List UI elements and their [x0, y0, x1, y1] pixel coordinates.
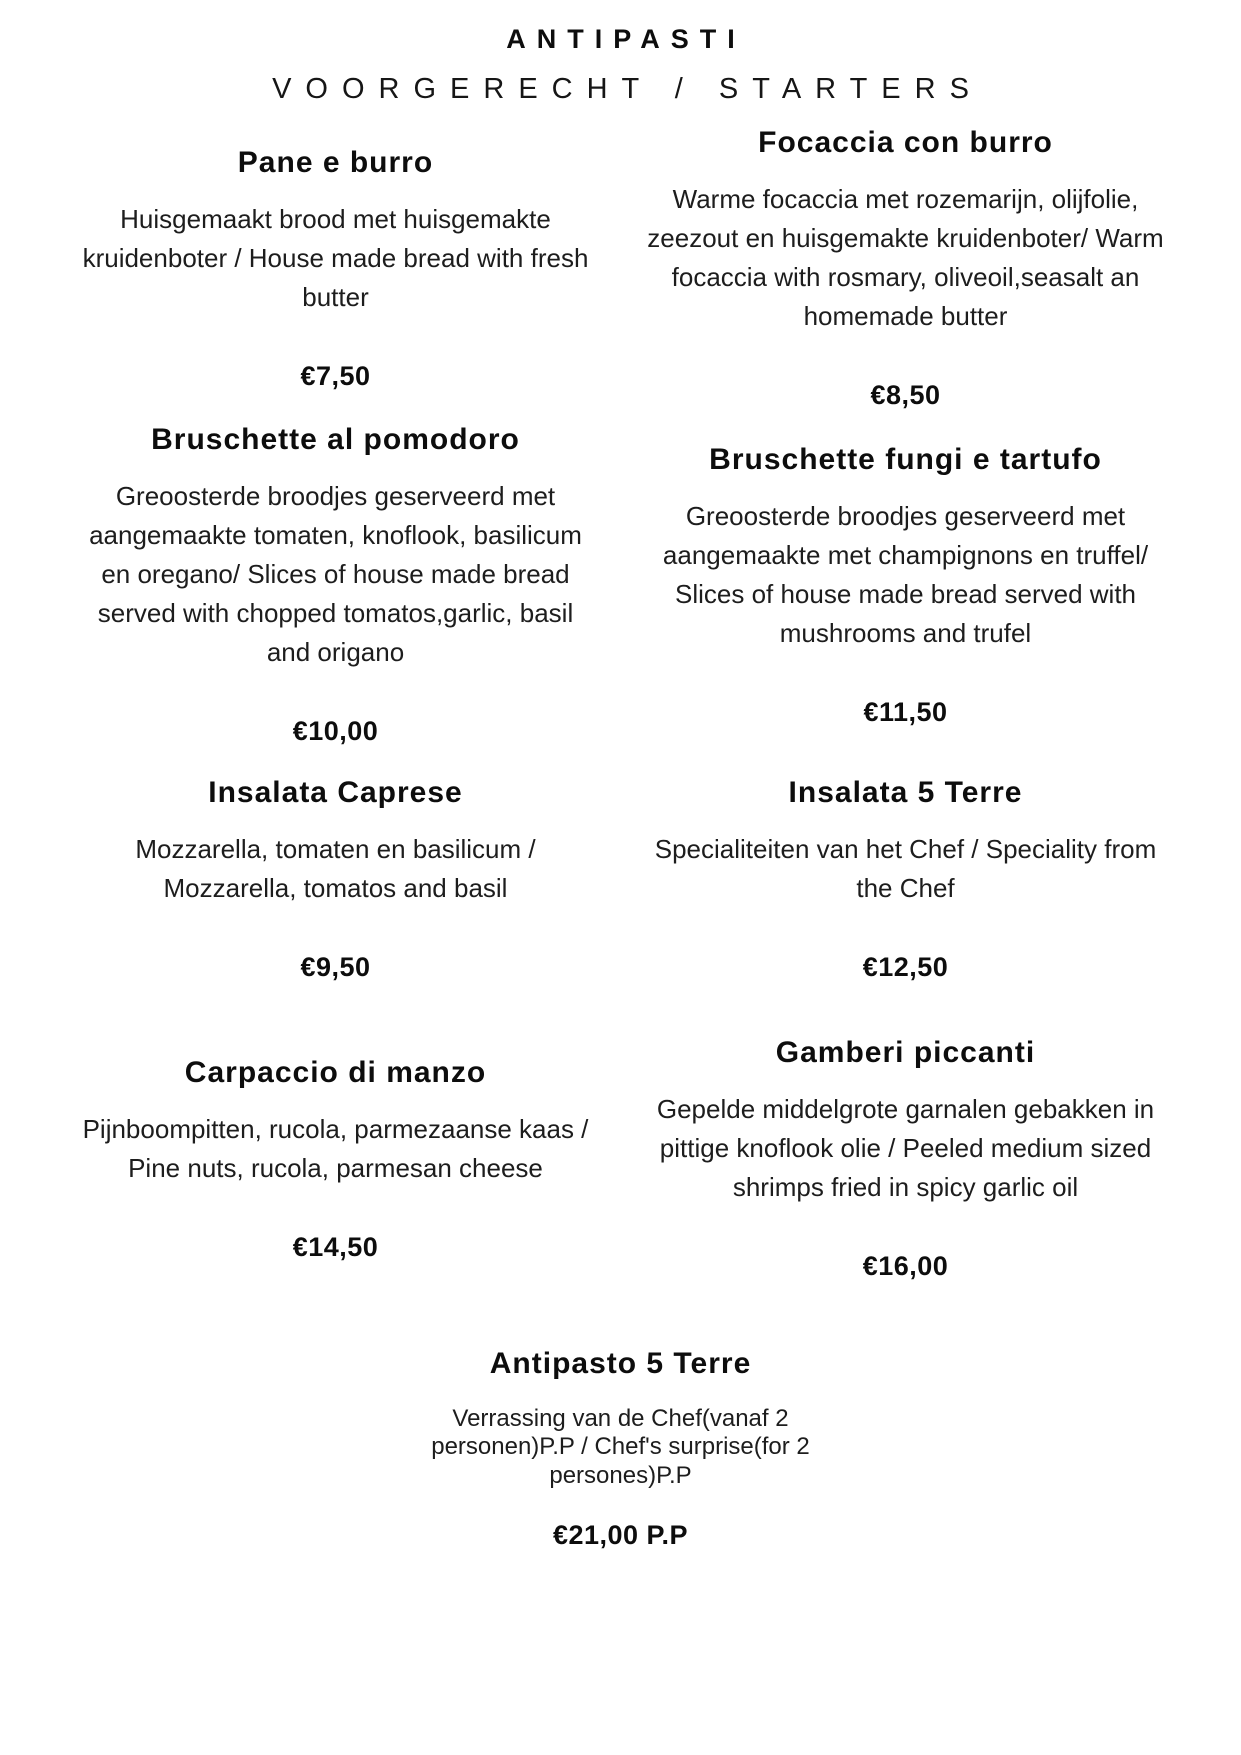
- menu-item-pane-e-burro: [61, 120, 611, 417]
- item-name: Carpaccio di manzo: [184, 1055, 487, 1089]
- item-price: €14,50: [292, 1231, 379, 1262]
- menu-section-subtitle: VOORGERECHT / STARTERS: [272, 73, 983, 105]
- item-description: Verrassing van de Chef(vanaf 2 personen)P.P / Chef's surprise(for 2 persones)P.P: [431, 1405, 810, 1489]
- item-price: €11,50: [863, 696, 948, 727]
- item-price: €9,50: [300, 951, 371, 982]
- item-description: Greoosterde broodjes geserveerd met aangemaakte tomaten, knoflook, basilicum en oregano/ Slices of house made bread served with chopped tomatos,garlic, basil and origano: [89, 481, 582, 667]
- menu-item-carpaccio-di-manzo: [61, 1005, 611, 1313]
- item-name: Pane e burro: [237, 145, 434, 179]
- item-description: Pijnboompitten, rucola, parmezaanse kaas / Pine nuts, rucola, parmesan cheese: [82, 1113, 589, 1183]
- item-price: €7,50: [300, 360, 371, 391]
- menu-section-title: ANTIPASTI: [506, 24, 746, 54]
- menu-item-focaccia-con-burro: [631, 120, 1181, 417]
- menu-item-insalata-5-terre: [631, 753, 1181, 1005]
- item-price: €12,50: [862, 951, 949, 982]
- menu-item-gamberi-piccanti: [631, 1005, 1181, 1313]
- item-price: €21,00 P.P: [552, 1519, 689, 1550]
- item-description: Warme focaccia met rozemarijn, olijfolie, zeezout en huisgemakte kruidenboter/ Warm focaccia with rosmary, oliveoil,seasalt an homemade butter: [647, 184, 1164, 331]
- item-price: €16,00: [862, 1251, 949, 1281]
- menu-item-insalata-caprese: [61, 753, 611, 1005]
- menu-item-bruschette-al-pomodoro: [61, 417, 611, 753]
- item-name: Antipasto 5 Terre: [489, 1347, 752, 1380]
- item-description: Huisgemaakt brood met huisgemakte kruidenboter / House made bread with fresh butter: [82, 203, 589, 312]
- menu-header: [0, 24, 1241, 106]
- item-price: €8,50: [870, 380, 941, 410]
- item-name: Gamberi piccanti: [775, 1036, 1036, 1069]
- menu-item-bruschette-fungi-e-tartufo: [631, 417, 1181, 753]
- item-price: €10,00: [292, 716, 379, 746]
- item-name: Bruschette fungi e tartufo: [709, 442, 1102, 476]
- item-name: Insalata 5 Terre: [788, 775, 1023, 809]
- item-description: Mozzarella, tomaten en basilicum / Mozzarella, tomatos and basil: [135, 833, 536, 903]
- item-description: Gepelde middelgrote garnalen gebakken in pittige knoflook olie / Peeled medium sized shrimps fried in spicy garlic oil: [656, 1094, 1155, 1202]
- item-name: Bruschette al pomodoro: [151, 423, 520, 456]
- item-description: Greoosterde broodjes geserveerd met aangemaakte met champignons en truffel/ Slices of house made bread served with mushrooms and trufel: [662, 500, 1149, 648]
- item-description: Specialiteiten van het Chef / Speciality from the Chef: [654, 833, 1157, 903]
- item-name: Insalata Caprese: [208, 775, 463, 809]
- menu-items-grid: [61, 120, 1181, 1313]
- item-name: Focaccia con burro: [758, 126, 1053, 159]
- menu-item-antipasto-5-terre: [271, 1347, 971, 1551]
